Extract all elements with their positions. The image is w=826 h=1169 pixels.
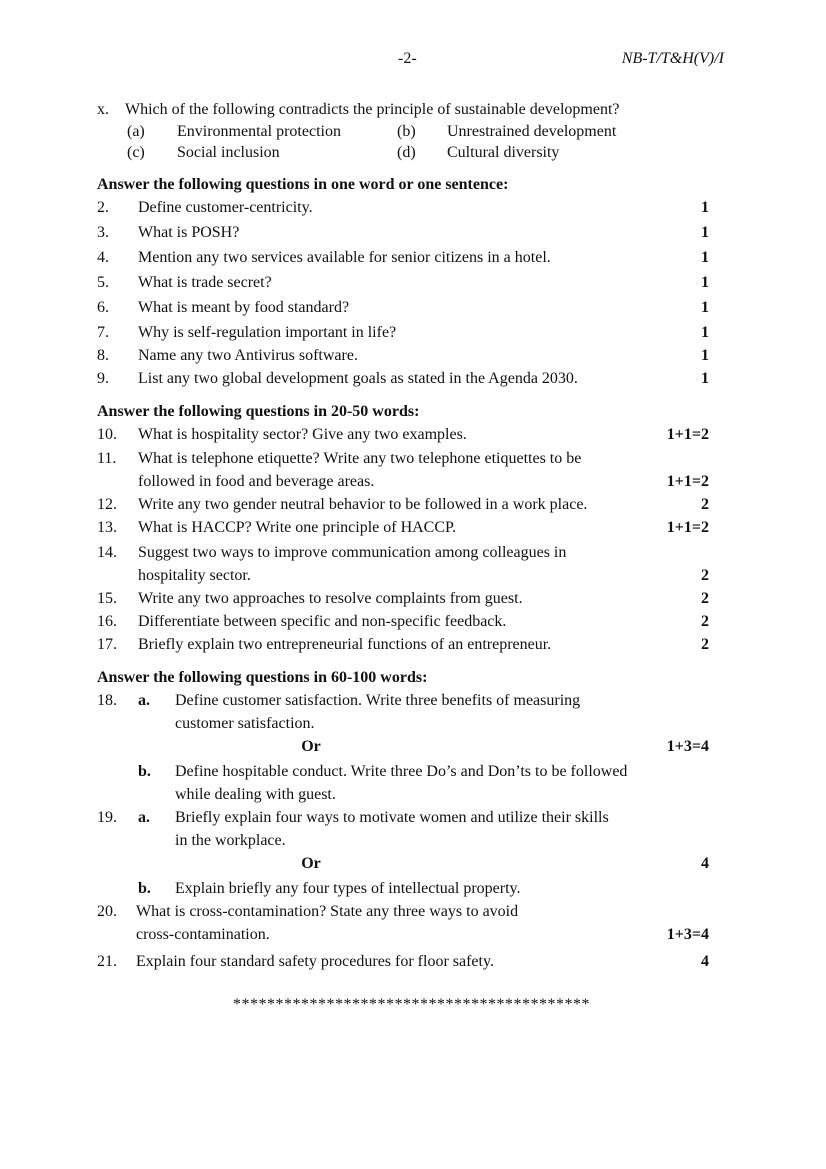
question-marks: 1 (701, 249, 709, 266)
options-row-2 (127, 142, 709, 163)
question-21 (97, 950, 709, 973)
question-18b (97, 760, 709, 783)
question-text: Suggest two ways to improve communication among colleagues in (138, 544, 567, 561)
question-number: 9. (97, 370, 109, 387)
question-marks: 1 (701, 370, 709, 387)
question-marks: 1+3=4 (666, 738, 709, 755)
question-marks: 1 (701, 324, 709, 341)
question-2 (97, 196, 709, 219)
question-18a-cont (97, 712, 709, 735)
question-14 (97, 541, 709, 564)
question-number: 5. (97, 274, 109, 291)
question-marks: 2 (701, 636, 709, 653)
option-a-label: (a) (127, 123, 145, 140)
or-separator: Or (301, 855, 321, 872)
question-number: 20. (97, 903, 117, 920)
question-14-cont (97, 564, 709, 587)
question-number: 10. (97, 426, 117, 443)
question-text: What is hospitality sector? Give any two examples. (138, 426, 467, 443)
sub-question-label: b. (138, 880, 151, 897)
question-number: 21. (97, 953, 117, 970)
page-number: -2- (398, 50, 417, 67)
question-text: List any two global development goals as stated in the Agenda 2030. (138, 370, 578, 387)
section-heading-60-100-words: Answer the following questions in 60-100 words: (97, 669, 428, 686)
section-heading-one-word: Answer the following questions in one word or one sentence: (97, 176, 509, 193)
question-16 (97, 610, 709, 633)
question-number: 15. (97, 590, 117, 607)
question-18 (97, 689, 709, 712)
question-text-line2: hospitality sector. (138, 567, 251, 584)
question-marks: 2 (701, 496, 709, 513)
question-15 (97, 587, 709, 610)
question-7 (97, 321, 709, 344)
question-marks: 1+3=4 (666, 926, 709, 943)
question-number: 16. (97, 613, 117, 630)
question-3 (97, 221, 709, 244)
question-text-line2: cross-contamination. (136, 926, 270, 943)
paper-code: NB-T/T&H(V)/I (621, 50, 724, 67)
question-text: Which of the following contradicts the principle of sustainable development? (125, 101, 620, 118)
question-marks: 4 (701, 953, 709, 970)
question-marks: 4 (701, 855, 709, 872)
question-text: Define customer-centricity. (138, 199, 313, 216)
question-20-cont (97, 923, 709, 946)
question-19-or (97, 852, 709, 875)
question-6 (97, 296, 709, 319)
end-of-paper-stars: ****************************************** (233, 996, 590, 1013)
sub-question-text: Explain briefly any four types of intellectual property. (175, 880, 521, 897)
option-c-label: (c) (127, 144, 145, 161)
sub-question-label: a. (138, 692, 150, 709)
sub-question-text-line2: while dealing with guest. (175, 786, 336, 803)
question-5 (97, 271, 709, 294)
question-11 (97, 447, 709, 470)
question-marks: 1 (701, 224, 709, 241)
question-8 (97, 344, 709, 367)
question-number: 7. (97, 324, 109, 341)
option-d-text: Cultural diversity (447, 144, 560, 161)
question-text: Differentiate between specific and non-specific feedback. (138, 613, 507, 630)
question-marks: 1 (701, 274, 709, 291)
or-separator: Or (301, 738, 321, 755)
sub-question-text-line2: in the workplace. (175, 832, 286, 849)
question-number: 17. (97, 636, 117, 653)
question-marks: 1+1=2 (666, 473, 709, 490)
question-13 (97, 516, 709, 539)
sub-question-text: Define hospitable conduct. Write three Do’s and Don’ts to be followed (175, 763, 628, 780)
question-20 (97, 900, 709, 923)
question-number: 8. (97, 347, 109, 364)
question-text: What is HACCP? Write one principle of HACCP. (138, 519, 457, 536)
question-marks: 2 (701, 567, 709, 584)
question-18b-cont (97, 783, 709, 806)
question-number: 12. (97, 496, 117, 513)
option-a-text: Environmental protection (177, 123, 341, 140)
section-heading-20-50-words: Answer the following questions in 20-50 words: (97, 403, 420, 420)
question-text: Write any two approaches to resolve complaints from guest. (138, 590, 523, 607)
question-number: 4. (97, 249, 109, 266)
question-marks: 1+1=2 (666, 426, 709, 443)
question-19 (97, 806, 709, 829)
section1-questions (97, 196, 709, 390)
question-11-cont (97, 470, 709, 493)
question-number: 18. (97, 692, 117, 709)
sub-question-text-line2: customer satisfaction. (175, 715, 315, 732)
question-text: What is meant by food standard? (138, 299, 350, 316)
question-text: Why is self-regulation important in life? (138, 324, 397, 341)
question-number: 2. (97, 199, 109, 216)
options-row-1 (127, 121, 709, 142)
question-19a-cont (97, 829, 709, 852)
option-b-label: (b) (397, 123, 416, 140)
question-marks: 2 (701, 590, 709, 607)
question-10 (97, 423, 709, 446)
question-paper-body (97, 98, 709, 973)
question-18-or (97, 735, 709, 758)
option-c-text: Social inclusion (177, 144, 280, 161)
question-number: 13. (97, 519, 117, 536)
question-12 (97, 493, 709, 516)
question-text: What is telephone etiquette? Write any two telephone etiquettes to be (138, 450, 582, 467)
question-marks: 2 (701, 613, 709, 630)
sub-question-label: a. (138, 809, 150, 826)
question-number: 6. (97, 299, 109, 316)
question-marks: 1+1=2 (666, 519, 709, 536)
question-17 (97, 633, 709, 656)
question-text: Mention any two services available for senior citizens in a hotel. (138, 249, 551, 266)
question-text: What is trade secret? (138, 274, 272, 291)
sub-question-text: Define customer satisfaction. Write three benefits of measuring (175, 692, 581, 709)
question-text: Briefly explain two entrepreneurial functions of an entrepreneur. (138, 636, 552, 653)
question-marks: 1 (701, 299, 709, 316)
question-marks: 1 (701, 347, 709, 364)
question-text: What is POSH? (138, 224, 240, 241)
question-19b (97, 877, 709, 900)
question-text: Name any two Antivirus software. (138, 347, 358, 364)
question-number: 14. (97, 544, 117, 561)
question-text-line2: followed in food and beverage areas. (138, 473, 375, 490)
option-d-label: (d) (397, 144, 416, 161)
question-text: Explain four standard safety procedures for floor safety. (136, 953, 494, 970)
sub-question-text: Briefly explain four ways to motivate women and utilize their skills (175, 809, 609, 826)
question-9 (97, 367, 709, 390)
sub-question-label: b. (138, 763, 151, 780)
question-number: 19. (97, 809, 117, 826)
question-marks: 1 (701, 199, 709, 216)
question-text: What is cross-contamination? State any three ways to avoid (136, 903, 519, 920)
question-text: Write any two gender neutral behavior to be followed in a work place. (138, 496, 588, 513)
option-b-text: Unrestrained development (447, 123, 617, 140)
question-number: 3. (97, 224, 109, 241)
question-number: 11. (97, 450, 117, 467)
question-4 (97, 246, 709, 269)
question-x (97, 98, 709, 121)
question-number: x. (97, 101, 109, 118)
